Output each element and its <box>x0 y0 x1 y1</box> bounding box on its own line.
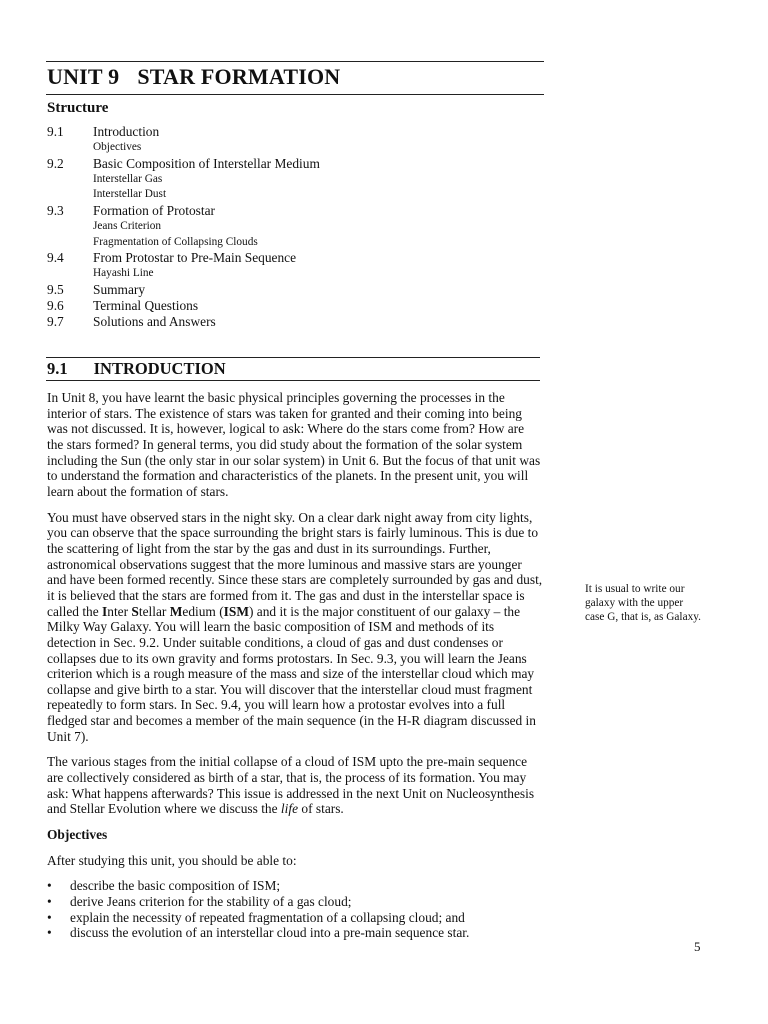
title-bottom-rule <box>46 94 544 95</box>
unit-name: STAR FORMATION <box>137 64 341 89</box>
toc-subitem: Interstellar Dust <box>93 188 167 201</box>
toc-subitem: Interstellar Gas <box>93 172 163 185</box>
section-heading <box>47 359 226 379</box>
list-item: • describe the basic composition of ISM; <box>47 878 543 894</box>
toc-title: From Protostar to Pre-Main Sequence <box>93 250 297 266</box>
toc-number: 9.2 <box>47 155 64 171</box>
page-number: 5 <box>694 939 701 954</box>
ism-abbreviation: ISM <box>223 603 249 619</box>
toc-number: 9.4 <box>47 250 64 266</box>
toc-number: 9.6 <box>47 298 64 314</box>
toc-item <box>47 314 527 330</box>
structure-heading: Structure <box>47 100 109 116</box>
unit-label: UNIT 9 <box>47 64 120 89</box>
paragraph: The various stages from the initial collapse of a cloud of ISM upto the pre-main sequence are collectively considered as birth of a star, that is, the process of its formation. You may ask: What happens afterwards? This issue is addressed in the next Unit on Nucleosynthesis and Stellar Evolution where we discuss the life of stars. <box>47 754 535 817</box>
toc-subitem: Objectives <box>93 141 142 153</box>
toc-title: Introduction <box>93 124 160 139</box>
section-title: INTRODUCTION <box>93 359 226 378</box>
top-rule <box>46 61 544 62</box>
toc-number: 9.5 <box>47 282 64 298</box>
section-top-rule <box>46 357 540 358</box>
toc-title: Basic Composition of Interstellar Medium <box>93 155 320 171</box>
unit-title <box>47 64 340 90</box>
toc-title: Solutions and Answers <box>93 314 216 330</box>
toc-subitem: Jeans Criterion <box>93 220 162 233</box>
body-text <box>47 390 543 941</box>
toc-title: Summary <box>93 282 146 298</box>
toc-number: 9.3 <box>47 203 64 219</box>
toc-item <box>47 203 527 219</box>
toc-title: Formation of Protostar <box>93 203 215 219</box>
list-item: • derive Jeans criterion for the stability of a gas cloud; <box>47 894 543 910</box>
toc-subitem: Hayashi Line <box>93 267 154 280</box>
toc-item <box>47 250 527 266</box>
toc-subitem: Fragmentation of Collapsing Clouds <box>93 235 258 248</box>
table-of-contents <box>47 124 527 330</box>
toc-title: Terminal Questions <box>93 298 199 314</box>
toc-item <box>47 124 527 140</box>
toc-item <box>47 298 527 314</box>
paragraph: In Unit 8, you have learnt the basic physical principles governing the processes in the interior of stars. The existence of stars was taken for granted and their coming into being was not discussed. It is, however, logical to ask: Where do the stars come from? How are the stars formed? In general terms, you did study about the formation of the solar system including the Sun (the only star in our solar system) in Unit 6. But the focus of that unit was to understand the formation and characteristics of the planets. In the present unit, you will learn about the formation of stars. <box>47 390 541 499</box>
list-item: • discuss the evolution of an interstellar cloud into a pre-main sequence star. <box>47 925 543 941</box>
toc-item <box>47 282 527 298</box>
objectives-intro: After studying this unit, you should be able to: <box>47 852 297 868</box>
list-item: • explain the necessity of repeated fragmentation of a collapsing cloud; and <box>47 910 543 926</box>
margin-note: It is usual to write our galaxy with the upper case G, that is, as Galaxy. <box>585 583 701 623</box>
paragraph: You must have observed stars in the night sky. On a clear dark night away from city lights, you can observe that the space surrounding the bright stars is fairly luminous. This is due to the scattering of light from the star by the gas and dust in its surroundings. Further, astronomical observations suggest that the more luminous and massive stars are younger and have been formed recently. Since these stars are completely surrounded by gas and dust, it is believed that the stars are formed from it. The gas and dust in the interstellar space is called the Inter Stellar Medium (ISM) and it is the major constituent of our galaxy – the Milky Way Galaxy. You will learn the basic composition of ISM and methods of its detection in Sec. 9.2. Under suitable conditions, a cloud of gas and dust condenses or collapses due to its own gravity and forms protostars. In Sec. 9.3, you will learn the Jeans criterion which is a rough measure of the mass and size of the interstellar cloud which may collapse and give birth to a star. You will discover that the interstellar cloud must fragment repeatedly to form stars. In Sec. 9.4, you will learn how a protostar evolves into a full fledged star and becomes a member of the main sequence (in the H-R diagram discussed in Unit 7). <box>47 509 543 744</box>
objectives-list <box>47 878 543 941</box>
toc-number: 9.7 <box>47 314 64 330</box>
section-number: 9.1 <box>47 359 68 378</box>
objectives-heading: Objectives <box>47 827 108 843</box>
toc-item <box>47 156 527 172</box>
toc-number: 9.1 <box>47 124 64 139</box>
section-bottom-rule <box>46 380 540 381</box>
